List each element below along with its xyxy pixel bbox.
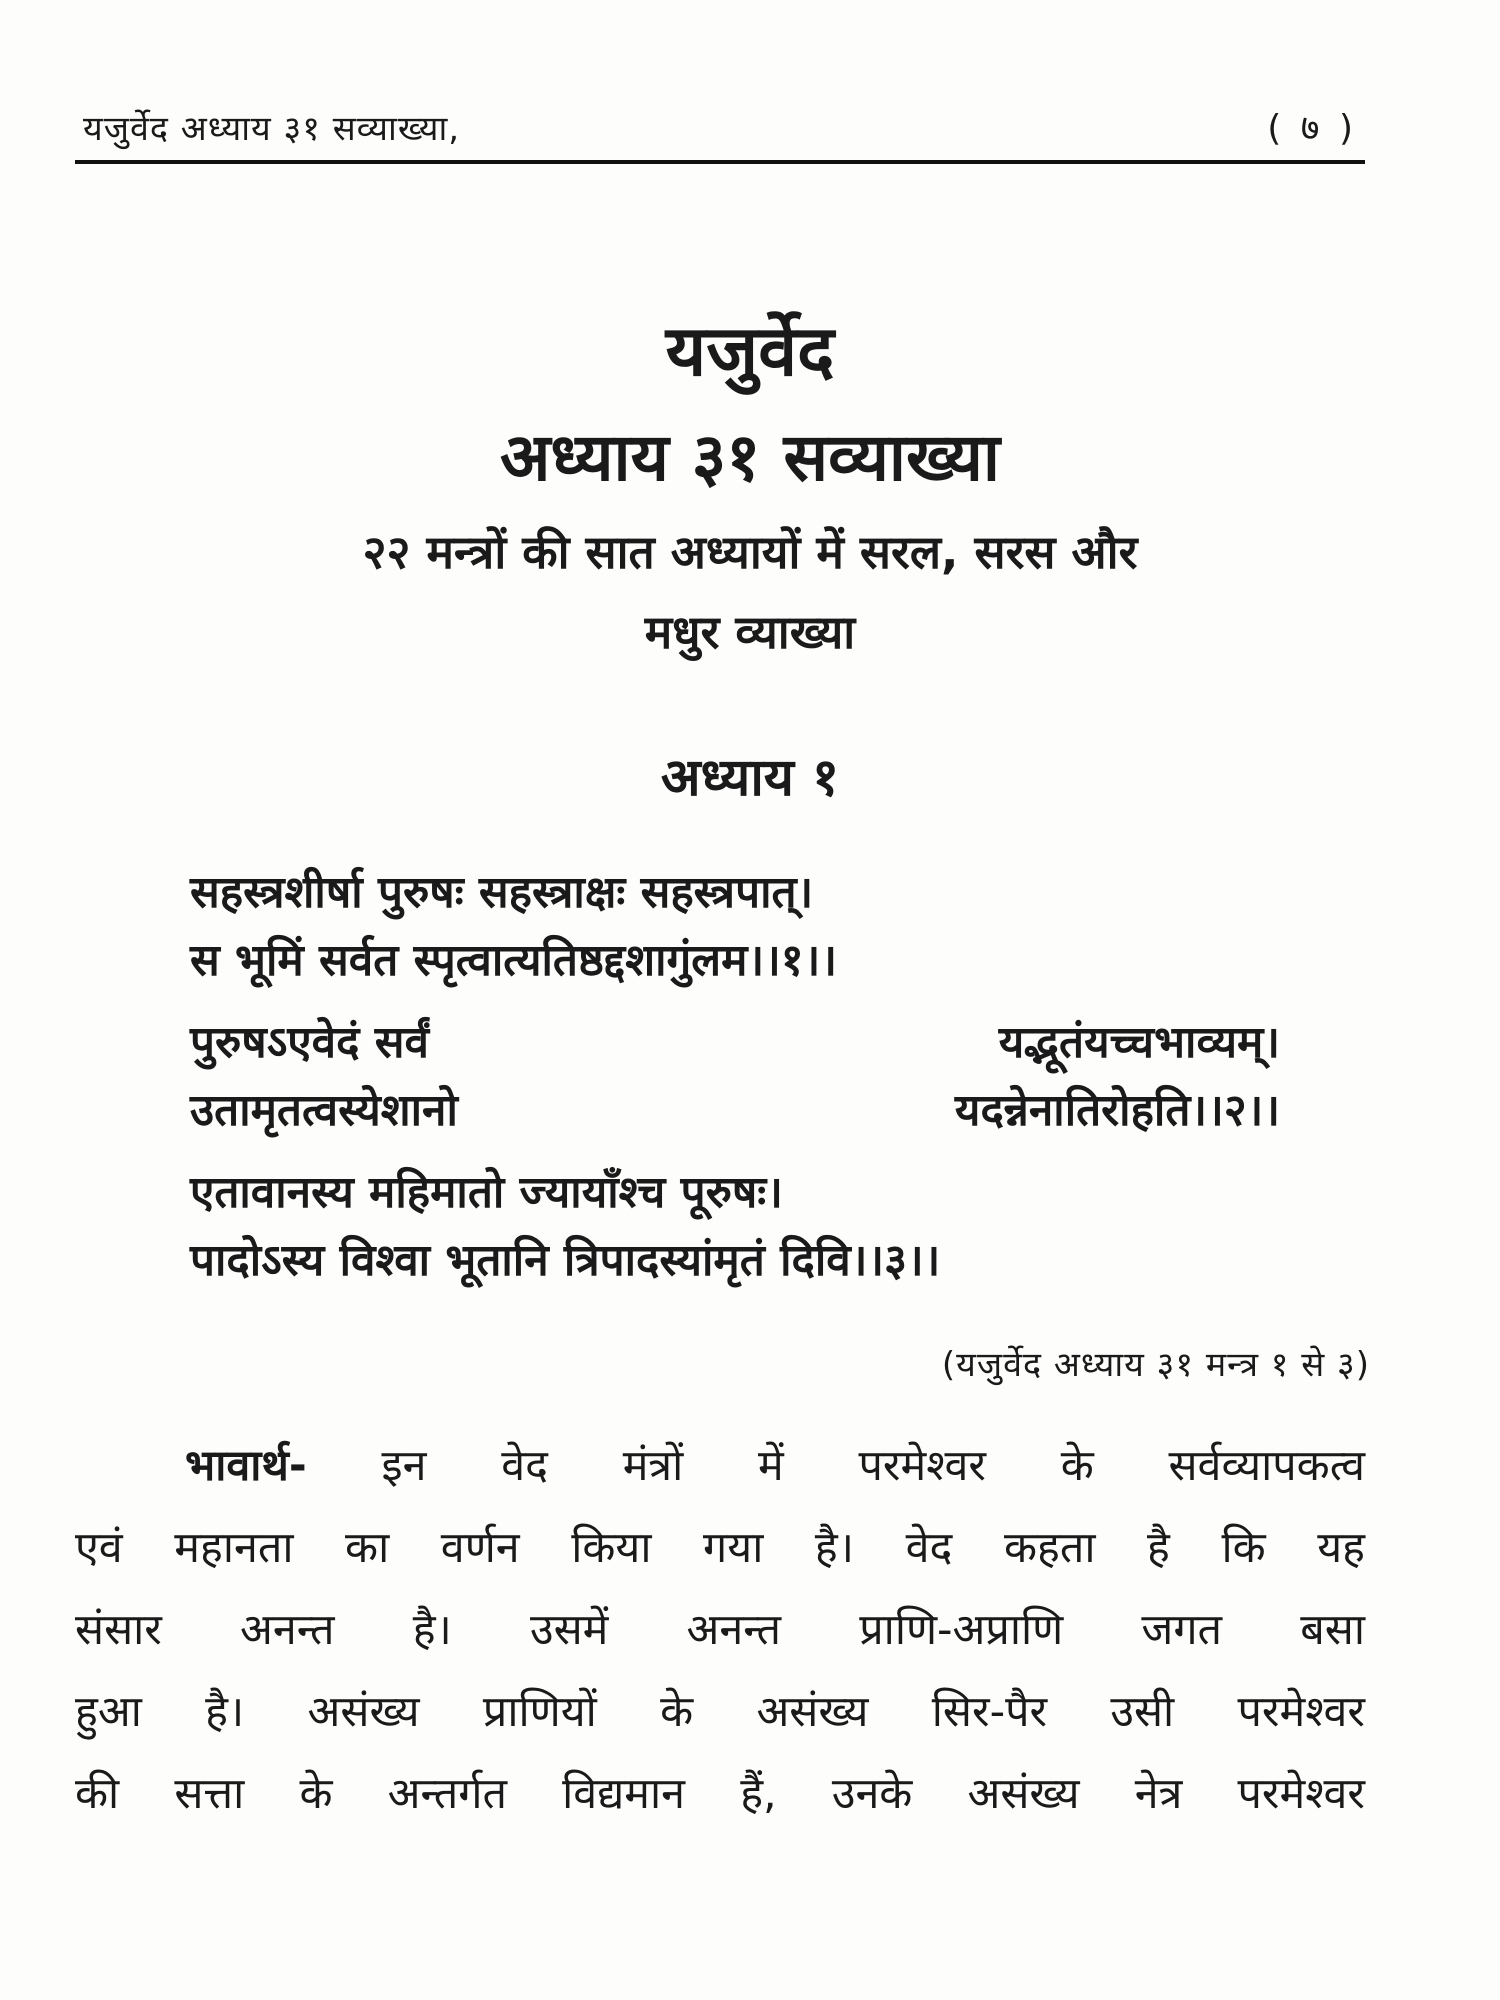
commentary-paragraph <box>75 1425 1365 1835</box>
subtitle-line-1: २२ मन्त्रों की सात अध्यायों में सरल, सरस और <box>362 525 1138 579</box>
verse-line <box>190 928 1280 996</box>
commentary-line: संसार अनन्त है। उसमें अनन्त प्राणि-अप्राणि जगत बसा <box>75 1605 1365 1655</box>
verse-text: स भूमिं सर्वत स्पृत्वात्यतिष्ठद्दशागुंलम।।१।। <box>190 935 838 986</box>
section-heading: अध्याय १ <box>660 748 840 808</box>
mantra-verses <box>190 860 1280 1296</box>
verse-line <box>190 1228 1280 1296</box>
commentary-line: की सत्ता के अन्तर्गत विद्यमान हैं, उनके असंख्य नेत्र परमेश्वर <box>75 1769 1365 1819</box>
verse-line <box>190 1010 1280 1078</box>
verse-line <box>190 1160 1280 1228</box>
running-header <box>75 98 1365 164</box>
verse-line <box>190 1078 1280 1146</box>
verse-text-left: पुरुषऽएवेदं सर्वं <box>190 1017 429 1068</box>
verse-text: पादोऽस्य विश्वा भूतानि त्रिपादस्यांमृतं दिवि।।३।। <box>190 1235 941 1286</box>
subtitle-line-2: मधुर व्याख्या <box>644 605 856 659</box>
verse-citation: (यजुर्वेद अध्याय ३१ मन्त्र १ से ३) <box>941 1345 1370 1385</box>
chapter-title: अध्याय ३१ सव्याख्या <box>499 419 1001 496</box>
commentary-text: इन वेद मंत्रों में परमेश्वर के सर्वव्यापकत्व <box>381 1441 1366 1491</box>
commentary-line: एवं महानता का वर्णन किया गया है। वेद कहता है कि यह <box>75 1523 1365 1573</box>
verse-text-right: यदन्नेनातिरोहति।।२।। <box>954 1085 1280 1136</box>
commentary-line <box>75 1425 1365 1507</box>
verse-text-right: यद्भूतंयच्चभाव्यम्। <box>998 1017 1280 1068</box>
verse-line <box>190 860 1280 928</box>
verse-text-left: उतामृतत्वस्येशानो <box>190 1085 458 1136</box>
commentary-label: भावार्थ- <box>185 1441 307 1491</box>
verse-text: सहस्त्रशीर्षा पुरुषः सहस्त्राक्षः सहस्त्रपात्। <box>190 867 814 918</box>
commentary-line: हुआ है। असंख्य प्राणियों के असंख्य सिर-पैर उसी परमेश्वर <box>75 1687 1365 1737</box>
running-header-title: यजुर्वेद अध्याय ३१ सव्याख्या, <box>83 109 461 149</box>
book-title: यजुर्वेद <box>665 310 835 392</box>
verse-text: एतावानस्य महिमातो ज्यायाँश्च पूरुषः। <box>190 1167 783 1218</box>
page-number: ( ७ ) <box>1267 108 1357 149</box>
